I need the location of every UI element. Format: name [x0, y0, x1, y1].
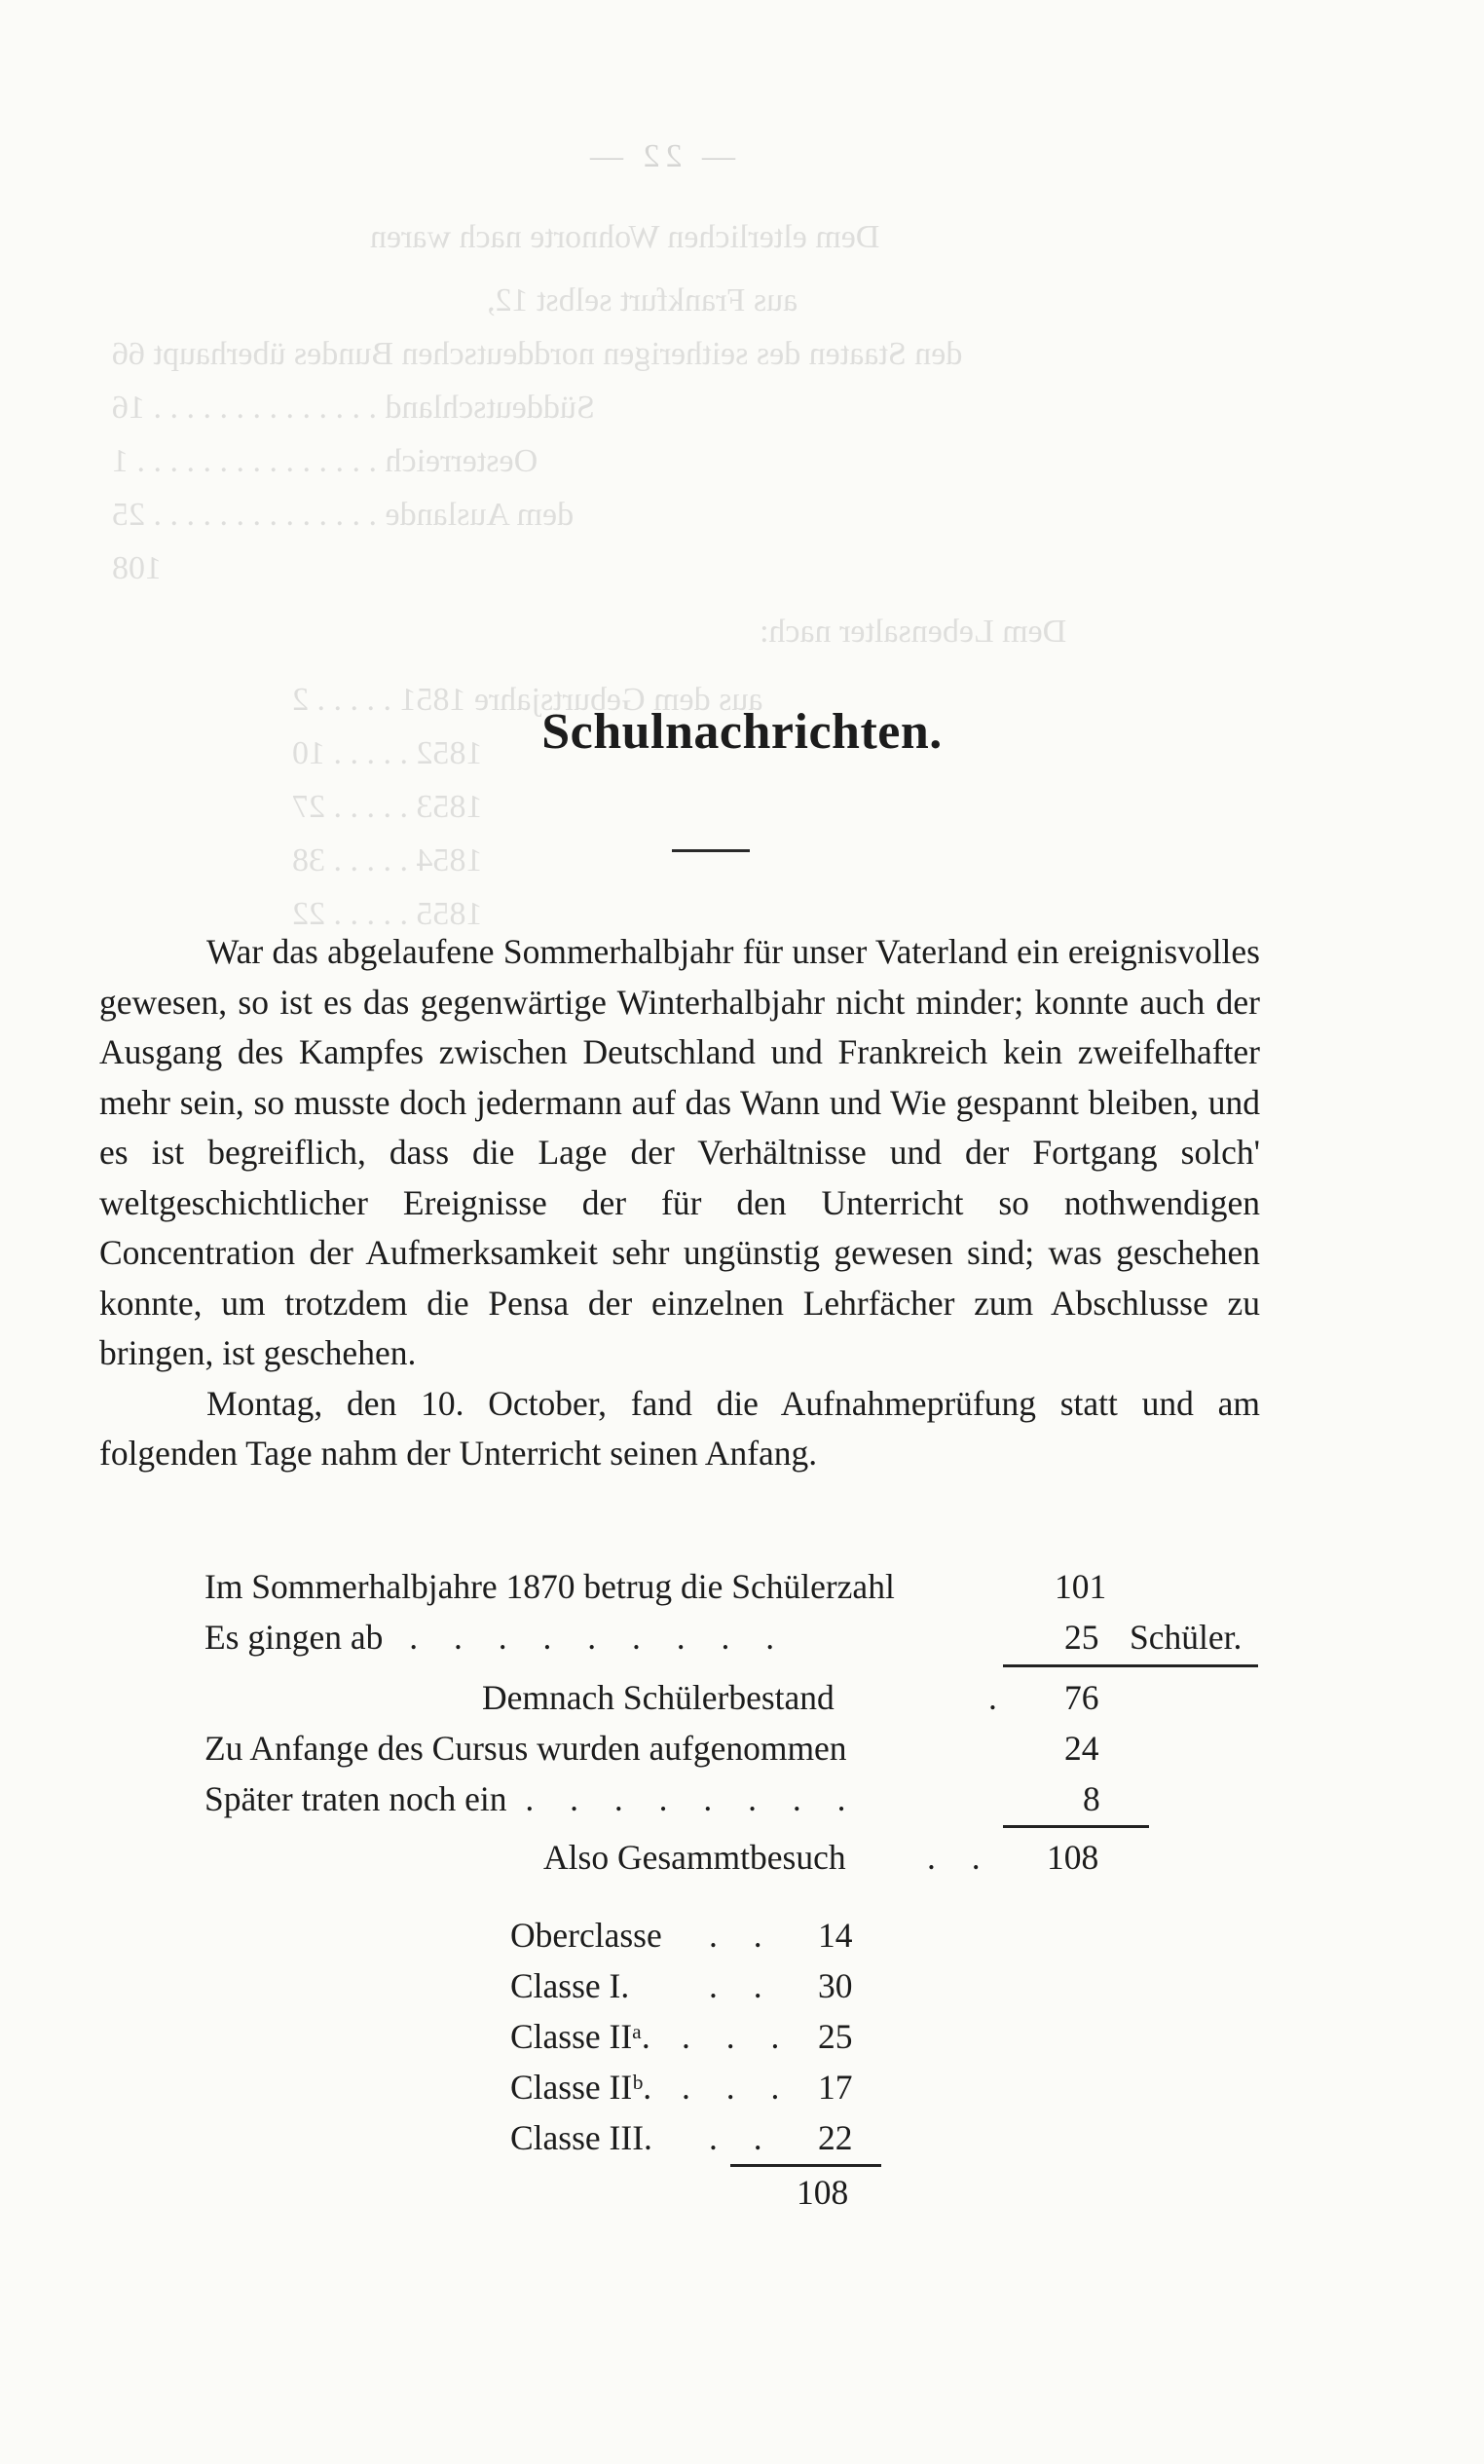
bleed-line: 1853 . . . . . 27 [292, 789, 483, 825]
bleed-line: 1855 . . . . . 22 [292, 896, 483, 932]
bleed-line: aus dem Geburtsjahre 1851 . . . . . 2 [292, 682, 763, 718]
stats-rule [1003, 1825, 1149, 1828]
stats-later-dots: . . . . . . . . [525, 1779, 860, 1818]
stats-summer-label: Im Sommerhalbjahre 1870 betrug die Schülerzahl [204, 1567, 895, 1606]
stats-total-label: Also Gesammtbesuch [543, 1838, 846, 1877]
bleed-line: Süddeutschland . . . . . . . . . . . . . . 16 [112, 390, 595, 426]
stats-remaining-label: Demnach Schülerbestand [482, 1678, 835, 1717]
page-title: Schulnachrichten. [541, 704, 943, 760]
stats-left-dots: . . . . . . . . . [409, 1618, 789, 1657]
bleed-line: dem Auslande . . . . . . . . . . . . . . 25 [112, 497, 575, 533]
bleed-line: 1852 . . . . . 10 [292, 735, 483, 771]
stats-admitted-value: 24 [1064, 1729, 1099, 1768]
class-dots: . . [709, 2118, 776, 2157]
stats-left-unit: Schüler. [1130, 1618, 1243, 1657]
stats-total-dots: . . [927, 1838, 994, 1877]
class-name: Classe III. [510, 2118, 652, 2157]
bleed-line: Dem Lebensalter nach: [760, 614, 1067, 650]
stats-later-row [204, 1778, 860, 1819]
class-value: 22 [818, 2118, 853, 2157]
class-name: Classe I. [510, 1966, 630, 2005]
class-dots: . . . [682, 2068, 794, 2107]
stats-later-value: 8 [1083, 1779, 1100, 1818]
stats-left-value: 25 [1064, 1618, 1099, 1657]
title-divider [672, 849, 750, 852]
body-text [99, 927, 1260, 1479]
class-value: 25 [818, 2017, 853, 2056]
bleed-line: 1854 . . . . . 38 [292, 842, 483, 878]
stats-remaining-dots: . [988, 1678, 997, 1717]
bleed-line: Oesterreich . . . . . . . . . . . . . . . 1 [112, 443, 538, 479]
stats-admitted-label: Zu Anfange des Cursus wurden aufgenommen [204, 1729, 847, 1768]
class-dots: . . [709, 1966, 776, 2005]
stats-remaining-value: 76 [1064, 1678, 1099, 1717]
class-value: 30 [818, 1966, 853, 2005]
bleed-line: den Staaten des seitherigen norddeutschen Bundes überhaupt 66 [112, 336, 963, 372]
paragraph: War das abgelaufene Sommerhalbjahr für unser Vaterland ein ereignisvolles gewesen, so ist es das gegenwärtige Winterhalbjahr nicht minder; konnte auch der Ausgang des Kampfes zwischen Deutschland und Frankreich kein zweifelhafter mehr sein, so musste doch jedermann auf das Wann und Wie gespannt bleiben, und es ist begreiflich, dass die Lage der Verhältnisse und der Fortgang solch' weltgeschichtlicher Ereignisse der für den Unterricht so nothwendigen Concentration der Aufmerksamkeit sehr ungünstig gewesen sind; was geschehen konnte, um trotzdem die Pensa der einzelnen Lehrfächer zum Abschlusse zu bringen, ist geschehen. [99, 932, 1260, 1372]
paragraph: Montag, den 10. October, fand die Aufnahmeprüfung statt und am folgenden Tage nahm der Unterricht seinen Anfang. [99, 1383, 1260, 1473]
stats-summer-row [204, 1566, 895, 1607]
bleed-page-number: — 22 — [584, 138, 735, 174]
class-name: Classe IIᵇ. [510, 2068, 652, 2107]
stats-left-row [204, 1617, 788, 1658]
class-value: 14 [818, 1916, 853, 1955]
stats-later-label: Später traten noch ein [204, 1779, 507, 1818]
class-dots: . . . [682, 2017, 794, 2056]
stats-summer-value: 101 [1055, 1567, 1107, 1606]
classes-rule [730, 2164, 881, 2167]
class-value: 17 [818, 2068, 853, 2107]
bleed-line: 108 [112, 550, 162, 586]
class-dots: . . [709, 1916, 776, 1955]
classes-total: 108 [797, 2173, 849, 2212]
stats-left-label: Es gingen ab [204, 1618, 384, 1657]
bleed-line: Dem elterlichen Wohnorte nach waren [370, 219, 880, 255]
stats-rule [1003, 1664, 1258, 1667]
class-name: Classe IIᵃ. [510, 2017, 650, 2056]
class-name: Oberclasse [510, 1916, 662, 1955]
stats-total-value: 108 [1047, 1838, 1099, 1877]
bleed-line: aus Frankfurt selbst 12, [487, 282, 798, 318]
